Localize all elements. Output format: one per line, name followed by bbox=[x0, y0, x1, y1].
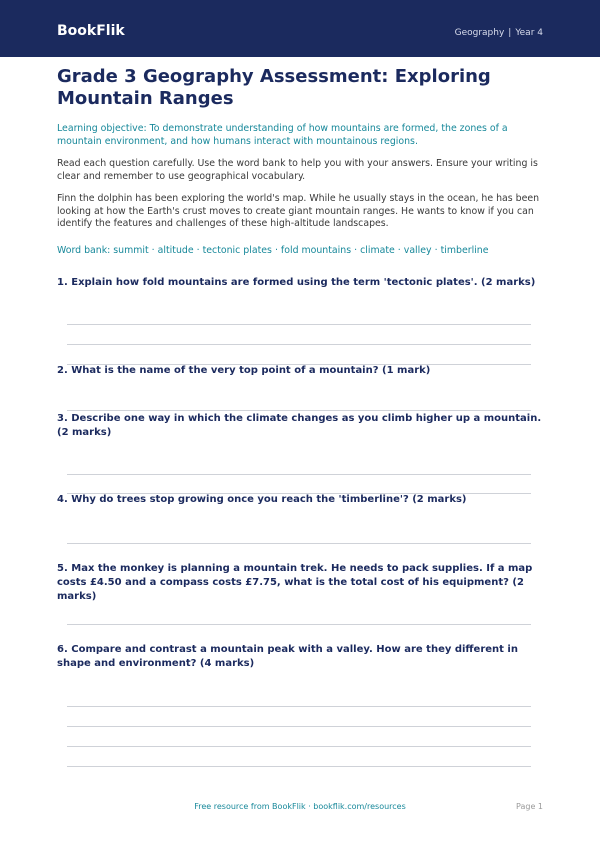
question-3: 3. Describe one way in which the climate changes as you climb higher up a mountain. (2 marks) bbox=[57, 413, 542, 438]
question-6: 6. Compare and contrast a mountain peak with a valley. How are they different in shape and environment? (4 marks) bbox=[57, 644, 518, 669]
word-bank bbox=[57, 245, 488, 256]
question-4: 4. Why do trees stop growing once you reach the 'timberline'? (2 marks) bbox=[57, 494, 467, 505]
answer-line[interactable] bbox=[67, 746, 531, 747]
word-bank-word: fold mountains bbox=[280, 245, 352, 256]
word-bank-separator: · bbox=[434, 245, 438, 256]
answer-line[interactable] bbox=[67, 726, 531, 727]
footer-text: Free resource from BookFlik · bookflik.com/resources bbox=[194, 802, 406, 811]
word-bank-separator: · bbox=[397, 245, 401, 256]
word-bank-separator: · bbox=[151, 245, 155, 256]
question-1: 1. Explain how fold mountains are formed using the term 'tectonic plates'. (2 marks) bbox=[57, 277, 536, 288]
answer-line[interactable] bbox=[67, 766, 531, 767]
word-bank-label: Word bank: bbox=[57, 245, 111, 256]
learning-objective: Learning objective: To demonstrate understanding of how mountains are formed, the zones of a mountain environment, and how humans interact with mountainous regions. bbox=[57, 123, 508, 147]
word-bank-separator: · bbox=[274, 245, 278, 256]
word-bank-word: tectonic plates bbox=[202, 245, 272, 256]
year-label: Year 4 bbox=[515, 28, 543, 38]
page-title: Grade 3 Geography Assessment: Exploring Mountain Ranges bbox=[57, 66, 491, 109]
header-bar bbox=[0, 0, 600, 57]
word-bank-separator: · bbox=[196, 245, 200, 256]
word-bank-word: altitude bbox=[157, 245, 194, 256]
header-separator: | bbox=[508, 28, 512, 38]
answer-line[interactable] bbox=[67, 344, 531, 345]
instructions-paragraph: Read each question carefully. Use the word bank to help you with your answers. Ensure your writing is clear and remember to use geographical vocabulary. bbox=[57, 158, 538, 182]
answer-line[interactable] bbox=[67, 543, 531, 544]
word-bank-word: climate bbox=[360, 245, 395, 256]
answer-line[interactable] bbox=[67, 624, 531, 625]
answer-line[interactable] bbox=[67, 410, 531, 411]
word-bank-word: valley bbox=[403, 245, 432, 256]
story-paragraph: Finn the dolphin has been exploring the world's map. While he usually stays in the ocean, he has been looking at how the Earth's crust moves to create giant mountain ranges. He wants to know if you can identify the features and challenges of these high-altitude landscapes. bbox=[57, 193, 540, 229]
word-bank-word: timberline bbox=[440, 245, 489, 256]
page-number: Page 1 bbox=[516, 802, 543, 811]
answer-line[interactable] bbox=[67, 474, 531, 475]
subject-label: Geography bbox=[454, 28, 505, 38]
header-subject-year bbox=[455, 28, 543, 38]
question-5: 5. Max the monkey is planning a mountain trek. He needs to pack supplies. If a map costs £4.50 and a compass costs £7.75, what is the total cost of his equipment? (2 marks) bbox=[57, 563, 533, 602]
word-bank-word: summit bbox=[113, 245, 149, 256]
brand-logo: BookFlik bbox=[57, 23, 125, 39]
answer-line[interactable] bbox=[67, 324, 531, 325]
answer-line[interactable] bbox=[67, 706, 531, 707]
question-2: 2. What is the name of the very top point of a mountain? (1 mark) bbox=[57, 365, 431, 376]
word-bank-separator: · bbox=[354, 245, 358, 256]
